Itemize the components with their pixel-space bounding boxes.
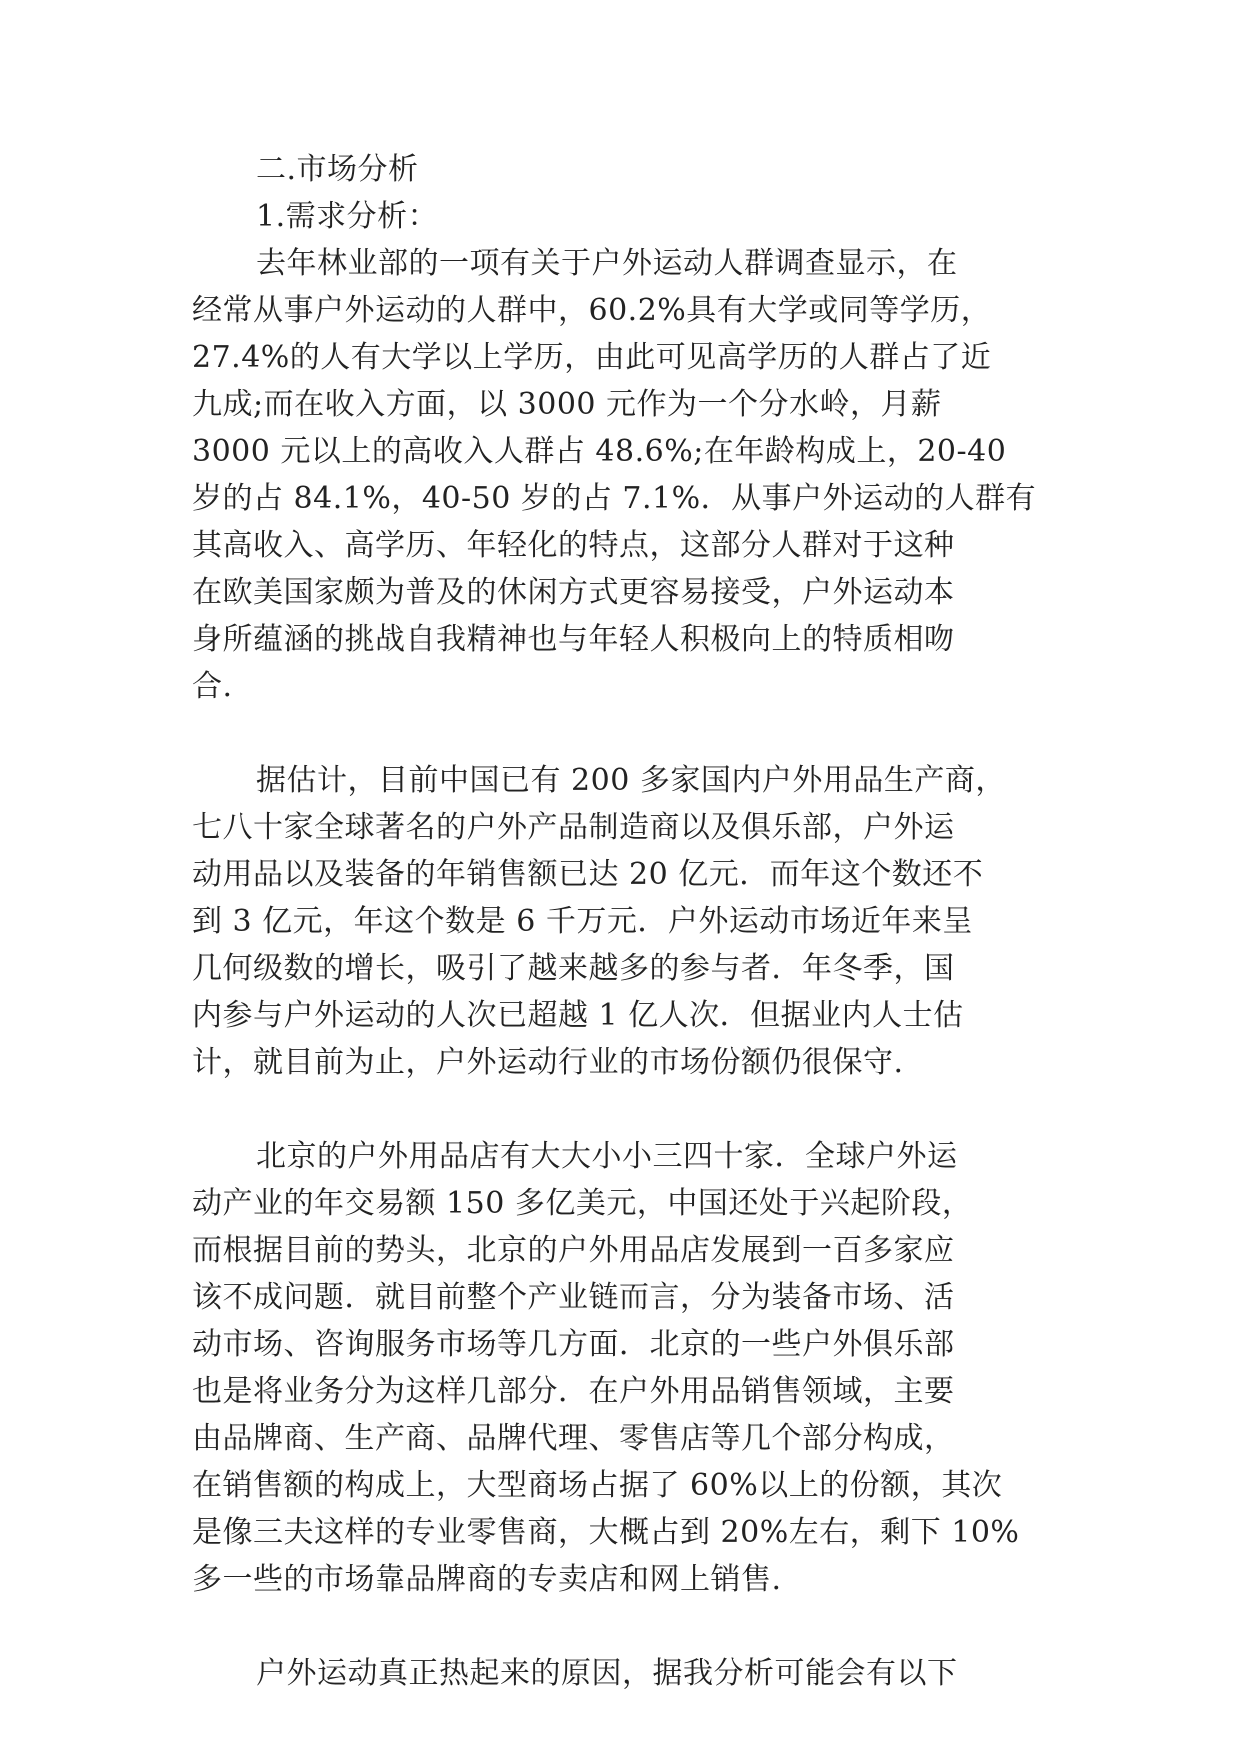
section-heading: 二.市场分析 [256, 152, 419, 187]
paragraph-3-line: 动产业的年交易额 150 多亿美元，中国还处于兴起阶段， [192, 1186, 973, 1221]
subsection-heading: 1.需求分析： [256, 199, 439, 234]
document-body [192, 146, 1072, 1697]
paragraph-1-line: 27.4%的人有大学以上学历，由此可见高学历的人群占了近 [192, 340, 992, 375]
paragraph-spacer [192, 1086, 1072, 1133]
paragraph-2-line: 据估计，目前中国已有 200 多家国内户外用品生产商， [256, 763, 1006, 798]
paragraph-4-line: 户外运动真正热起来的原因，据我分析可能会有以下 [256, 1656, 958, 1691]
paragraph-1-line: 3000 元以上的高收入人群占 48.6%;在年龄构成上，20-40 [192, 434, 1007, 469]
paragraph-1-line: 身所蕴涵的挑战自我精神也与年轻人积极向上的特质相吻 [192, 622, 955, 657]
paragraph-3-line: 多一些的市场靠品牌商的专卖店和网上销售. [192, 1562, 782, 1597]
paragraph-3-line: 动市场、咨询服务市场等几方面．北京的一些户外俱乐部 [192, 1327, 955, 1362]
paragraph-3-line: 而根据目前的势头，北京的户外用品店发展到一百多家应 [192, 1233, 955, 1268]
paragraph-2-line: 动用品以及装备的年销售额已达 20 亿元．而年这个数还不 [192, 857, 984, 892]
paragraph-3-line: 北京的户外用品店有大大小小三四十家．全球户外运 [256, 1139, 958, 1174]
paragraph-3-line: 由品牌商、生产商、品牌代理、零售店等几个部分构成， [192, 1421, 955, 1456]
paragraph-2-line: 计，就目前为止，户外运动行业的市场份额仍很保守. [192, 1045, 904, 1080]
paragraph-3-line: 在销售额的构成上，大型商场占据了 60%以上的份额，其次 [192, 1468, 1003, 1503]
paragraph-2-line: 七八十家全球著名的户外产品制造商以及俱乐部，户外运 [192, 810, 955, 845]
paragraph-1-line: 合. [192, 669, 233, 704]
paragraph-1-line: 在欧美国家颇为普及的休闲方式更容易接受，户外运动本 [192, 575, 955, 610]
paragraph-spacer [192, 1603, 1072, 1650]
paragraph-1-line: 去年林业部的一项有关于户外运动人群调查显示，在 [256, 246, 958, 281]
paragraph-3-line: 也是将业务分为这样几部分．在户外用品销售领域，主要 [192, 1374, 955, 1409]
paragraph-1-line: 经常从事户外运动的人群中，60.2%具有大学或同等学历， [192, 293, 992, 328]
paragraph-2-line: 几何级数的增长，吸引了越来越多的参与者．年冬季，国 [192, 951, 955, 986]
paragraph-spacer [192, 710, 1072, 757]
paragraph-2-line: 内参与户外运动的人次已超越 1 亿人次．但据业内人士估 [192, 998, 964, 1033]
paragraph-1-line: 九成;而在收入方面，以 3000 元作为一个分水岭，月薪 [192, 387, 942, 422]
paragraph-1-line: 岁的占 84.1%，40-50 岁的占 7.1%．从事户外运动的人群有 [192, 481, 1037, 516]
paragraph-2-line: 到 3 亿元，年这个数是 6 千万元．户外运动市场近年来呈 [192, 904, 973, 939]
paragraph-3-line: 该不成问题．就目前整个产业链而言，分为装备市场、活 [192, 1280, 955, 1315]
paragraph-3-line: 是像三夫这样的专业零售商，大概占到 20%左右，剩下 10% [192, 1515, 1020, 1550]
paragraph-1-line: 其高收入、高学历、年轻化的特点，这部分人群对于这种 [192, 528, 955, 563]
